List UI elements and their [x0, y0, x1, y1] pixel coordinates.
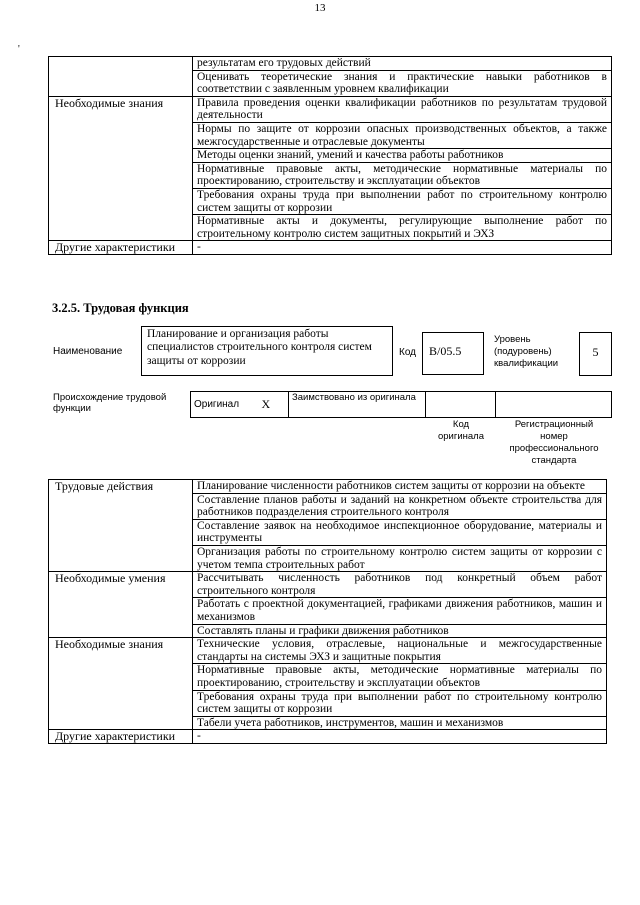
row-header: Необходимые знания [49, 638, 193, 730]
table-row [49, 480, 607, 494]
name-label: Наименование [53, 346, 123, 357]
registration-number-cell [496, 392, 612, 418]
qualification-level-label: Уровень (подуровень) квалификации [494, 334, 559, 369]
origin-table [190, 391, 612, 418]
original-label: Оригинал [191, 392, 254, 418]
table-row [49, 96, 612, 122]
section-title: 3.2.5. Трудовая функция [52, 301, 189, 315]
table-row [49, 638, 607, 664]
registration-number-caption: Регистрационный номер профессионального стандарта [509, 419, 599, 466]
function-code-field: B/05.5 [422, 332, 484, 375]
original-code-caption: Код оригинала [437, 419, 484, 442]
requirements-table-1 [48, 56, 612, 255]
row-item: Нормативные правовые акты, методические нормативные материалы по проектированию, строительству и эксплуатации объектов [193, 162, 612, 188]
row-item: Составление планов работы и заданий на конкретном объекте строительства для работников подразделения строительного контроля [193, 493, 607, 519]
row-item: результатам его трудовых действий [193, 57, 612, 71]
row-item: - [193, 730, 607, 744]
row-item: Составлять планы и графики движения работников [193, 624, 607, 638]
row-header: Другие характеристики [49, 730, 193, 744]
row-item: Нормативные акты и документы, регулирующие выполнение работ по строительному контролю систем защитных покрытий и ЭХЗ [193, 215, 612, 241]
row-item: Планирование численности работников систем защиты от коррозии на объекте [193, 480, 607, 494]
origin-label: Происхождение трудовой функции [53, 392, 167, 414]
row-header: Трудовые действия [49, 480, 193, 572]
row-header [49, 57, 193, 97]
row-item: Организация работы по строительному контролю систем защиты от коррозии с учетом темпа строительных работ [193, 545, 607, 571]
margin-mark: ' [18, 44, 20, 55]
code-label: Код [399, 347, 417, 358]
row-item: Оценивать теоретические знания и практические навыки работников в соответствии с заявленным уровнем квалификации [193, 70, 612, 96]
page-number: 13 [314, 2, 326, 14]
table-row [49, 57, 612, 71]
row-item: Нормы по защите от коррозии опасных производственных объектов, а также межгосударственные и отраслевые документы [193, 122, 612, 148]
row-item: Технические условия, отраслевые, национальные и межгосударственные стандарты на системы ЭХЗ и защитные покрытия [193, 638, 607, 664]
table-row [49, 572, 607, 598]
row-item: Работать с проектной документацией, графиками движения работников, машин и механизмов [193, 598, 607, 624]
qualification-level-field: 5 [579, 332, 612, 376]
row-item: Рассчитывать численность работников под конкретный объем работ строительного контроля [193, 572, 607, 598]
original-code-cell [426, 392, 496, 418]
table-row [49, 241, 612, 255]
function-name-field: Планирование и организация работы специалистов строительного контроля систем защиты от коррозии [141, 326, 393, 376]
row-item: Методы оценки знаний, умений и качества работы работников [193, 149, 612, 163]
row-item: Табели учета работников, инструментов, машин и механизмов [193, 716, 607, 730]
table-row [49, 730, 607, 744]
borrowed-label: Заимствовано из оригинала [289, 392, 426, 418]
row-item: Требования охраны труда при выполнении работ по строительному контролю систем защиты от коррозии [193, 690, 607, 716]
row-item: - [193, 241, 612, 255]
row-item: Составление заявок на необходимое инспекционное оборудование, материалы и инструменты [193, 519, 607, 545]
row-item: Правила проведения оценки квалификации работников по результатам трудовой деятельности [193, 96, 612, 122]
row-item: Требования охраны труда при выполнении работ по строительному контролю систем защиты от коррозии [193, 188, 612, 214]
original-mark: X [254, 392, 289, 418]
row-item: Нормативные правовые акты, методические нормативные материалы по проектированию, строительству и эксплуатации объектов [193, 664, 607, 690]
row-header: Необходимые знания [49, 96, 193, 241]
requirements-table-2 [48, 479, 607, 744]
row-header: Другие характеристики [49, 241, 193, 255]
row-header: Необходимые умения [49, 572, 193, 638]
